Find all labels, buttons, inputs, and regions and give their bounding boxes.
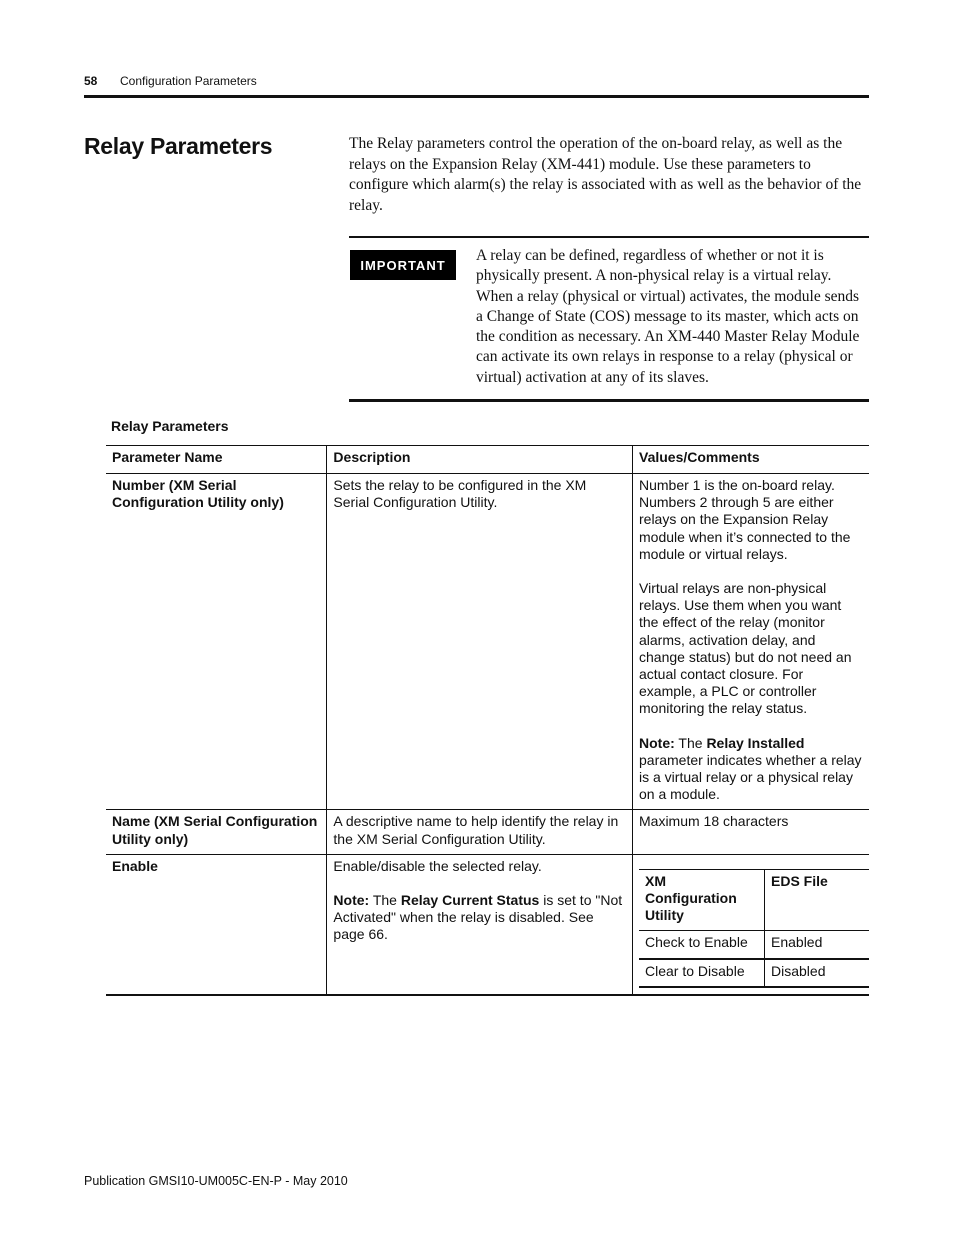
publication-footer: Publication GMSI10-UM005C-EN-P - May 2010 (84, 1174, 348, 1188)
sub-table-row (639, 959, 869, 987)
note-emphasis: Relay Current Status (400, 892, 540, 909)
description-note (333, 892, 626, 944)
param-values (633, 474, 870, 810)
sub-cell: Disabled (765, 959, 870, 987)
section-title: Relay Parameters (84, 133, 273, 159)
param-name: Name (XM Serial Configuration Utility only) (106, 810, 327, 854)
param-description: Sets the relay to be configured in the XM Serial Configuration Utility. (327, 474, 633, 810)
sub-cell: Enabled (765, 931, 870, 959)
page-number: 58 (84, 74, 98, 88)
header-rule (84, 95, 869, 98)
sub-cell: Check to Enable (639, 931, 765, 959)
relay-parameters-table (106, 445, 869, 996)
param-values (633, 854, 870, 995)
sub-table-row (639, 931, 869, 959)
table-header-row (106, 446, 869, 474)
table-row (106, 854, 869, 995)
note-text: The (369, 892, 401, 909)
note-text: parameter indicates whether a relay is a virtual relay or a physical relay on a module. (639, 751, 862, 803)
header-description: Description (327, 446, 633, 474)
important-bottom-rule (349, 399, 869, 402)
note-label: Note: (639, 734, 675, 751)
header-parameter-name: Parameter Name (106, 446, 327, 474)
sub-table-header-row (639, 869, 869, 931)
note-text: is set to "Not Activated" when the relay is disabled. See page 66. (333, 892, 623, 943)
table-row (106, 474, 869, 810)
header-values-comments: Values/Comments (633, 446, 870, 474)
note-label: Note: (333, 892, 370, 909)
sub-header-eds-file: EDS File (765, 869, 870, 931)
param-description: A descriptive name to help identify the relay in the XM Serial Configuration Utility. (327, 810, 633, 854)
note-text: The (674, 734, 707, 751)
sub-cell: Clear to Disable (639, 959, 765, 987)
values-paragraph: Number 1 is the on-board relay. Numbers 2 through 5 are either relays on the Expansion Relay module when it’s connected to the module or virtual relays. (639, 477, 851, 562)
important-badge: IMPORTANT (350, 250, 456, 280)
sub-header-xm-configuration: XM Configuration Utility (639, 869, 765, 931)
intro-paragraph: The Relay parameters control the operation of the on-board relay, as well as the relays on the Expansion Relay (XM-441) module. Use these parameters to configure which alarm(s) the relay is associated with as well as the behavior of the relay. (349, 135, 862, 214)
param-values: Maximum 18 characters (633, 810, 870, 854)
description-paragraph: Enable/disable the selected relay. (333, 857, 542, 874)
param-description (327, 854, 633, 995)
values-paragraph: Virtual relays are non-physical relays. Use them when you want the effect of the relay (monitor alarms, activation delay, and change status) but do not need an actual contact closure. For example, a PLC or controller monitoring the relay status. (639, 580, 852, 717)
note-emphasis: Relay Installed (706, 734, 805, 751)
important-text: A relay can be defined, regardless of whether or not it is physically present. A non-physical relay is a virtual relay. When a relay (physical or virtual) activates, the module sends a Change of State (COS) message to its master, which acts on the condition as necessary. An XM-440 Master Relay Module can activate its own relays in response to a relay (physical or virtual) activation at any of its slaves. (476, 247, 860, 386)
values-note (639, 735, 863, 804)
param-name: Number (XM Serial Configuration Utility only) (106, 474, 327, 810)
important-top-rule (349, 236, 869, 238)
running-header (84, 74, 257, 88)
table-row (106, 810, 869, 854)
table-caption: Relay Parameters (111, 418, 229, 434)
enable-values-table (639, 869, 869, 988)
param-name: Enable (106, 854, 327, 995)
header-section-title: Configuration Parameters (120, 74, 257, 88)
